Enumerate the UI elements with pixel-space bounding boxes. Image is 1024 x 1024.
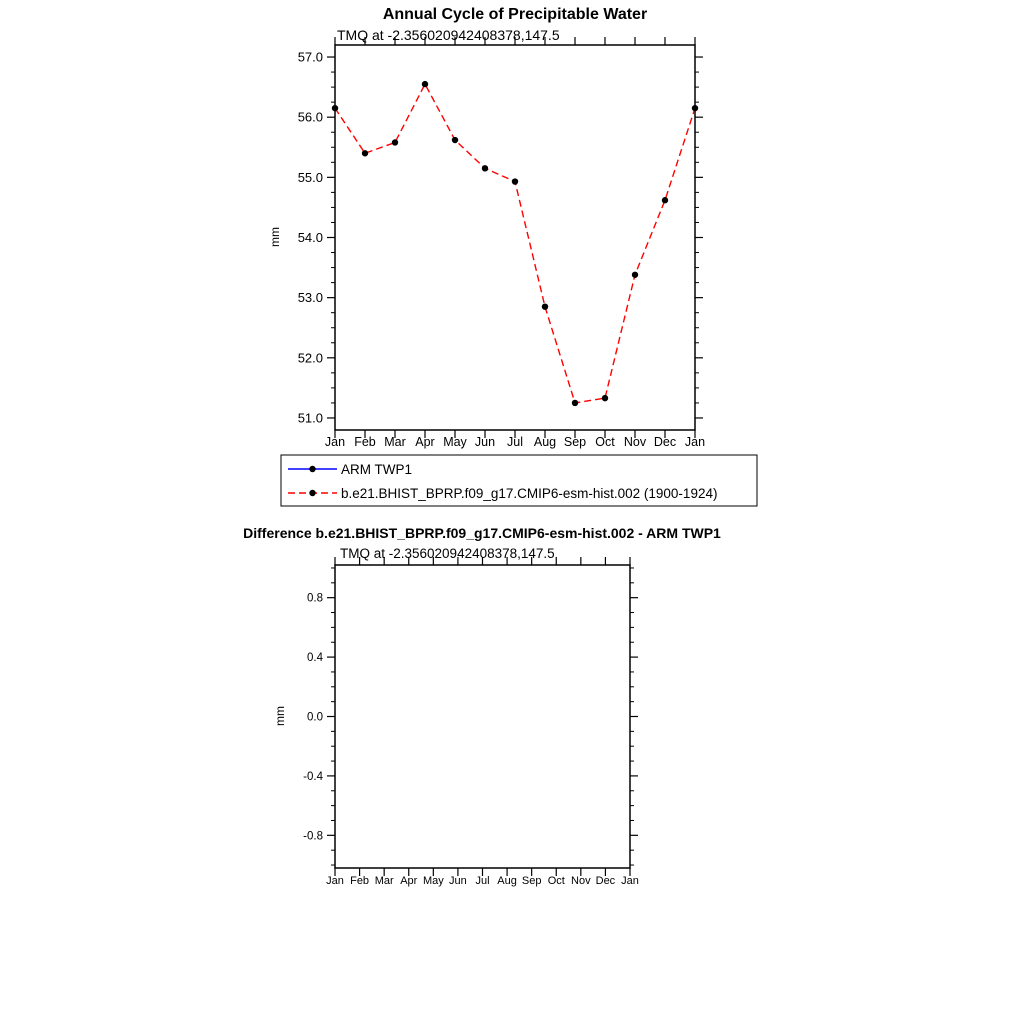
x-tick-label: Apr <box>400 875 418 887</box>
chart1-subtitle: TMQ at -2.356020942408378,147.5 <box>337 27 560 43</box>
y-tick-label: -0.8 <box>303 830 323 843</box>
chart1-plot-area <box>298 37 705 449</box>
data-point-marker <box>392 139 398 145</box>
x-tick-label: Nov <box>623 435 647 449</box>
y-tick-label: 54.0 <box>297 230 323 246</box>
y-tick-label: 0.0 <box>307 711 323 724</box>
data-point-marker <box>632 272 638 278</box>
x-tick-label: Sep <box>563 435 587 449</box>
y-tick-label: 53.0 <box>297 290 323 306</box>
legend-marker <box>309 466 315 472</box>
chart2-ylabel: mm <box>273 706 287 726</box>
x-tick-label: Jun <box>474 435 496 449</box>
data-point-marker <box>572 400 578 406</box>
chart2-subtitle: TMQ at -2.356020942408378,147.5 <box>340 546 555 561</box>
x-tick-label: Jun <box>449 875 467 887</box>
data-point-marker <box>692 105 698 111</box>
y-tick-label: 0.4 <box>307 652 323 665</box>
chart1-title: Annual Cycle of Precipitable Water <box>382 6 648 23</box>
plot-frame <box>335 565 630 868</box>
x-tick-label: Mar <box>374 875 394 887</box>
x-tick-label: Dec <box>653 435 677 449</box>
x-tick-label: Oct <box>547 875 565 887</box>
data-point-marker <box>602 395 608 401</box>
y-tick-label: 51.0 <box>297 410 323 426</box>
x-tick-label: Aug <box>497 875 517 887</box>
y-tick-label: 0.8 <box>307 592 323 605</box>
y-tick-label: -0.4 <box>303 770 323 783</box>
x-tick-label: Sep <box>521 875 542 887</box>
data-point-marker <box>452 137 458 143</box>
chart1-legend <box>281 455 757 506</box>
data-point-marker <box>542 303 548 309</box>
x-tick-label: Mar <box>384 435 406 449</box>
legend-label: b.e21.BHIST_BPRP.f09_g17.CMIP6-esm-hist.002 (1900-1924) <box>341 485 718 501</box>
data-point-marker <box>332 105 338 111</box>
series-line <box>335 84 695 403</box>
x-tick-label: Feb <box>350 875 370 887</box>
chart1-ylabel: mm <box>268 227 282 247</box>
chart2-plot-area <box>303 557 639 887</box>
y-tick-label: 56.0 <box>297 109 323 125</box>
x-tick-label: Feb <box>354 435 376 449</box>
x-tick-label: Dec <box>595 875 616 887</box>
x-tick-label: Apr <box>415 435 435 449</box>
data-point-marker <box>422 81 428 87</box>
x-tick-label: Jul <box>475 875 490 887</box>
x-tick-label: Jan <box>621 875 639 887</box>
plot-frame <box>335 45 695 430</box>
x-tick-label: Jan <box>684 435 706 449</box>
data-point-marker <box>482 165 488 171</box>
chart2-title: Difference b.e21.BHIST_BPRP.f09_g17.CMIP6-esm-hist.002 - ARM TWP1 <box>243 525 721 541</box>
legend-marker <box>309 490 315 496</box>
x-tick-label: Aug <box>533 435 557 449</box>
x-tick-label: May <box>422 875 444 887</box>
x-tick-label: Jan <box>326 875 344 887</box>
y-tick-label: 57.0 <box>297 49 323 65</box>
y-tick-label: 52.0 <box>297 350 323 366</box>
x-tick-label: Jan <box>324 435 346 449</box>
x-tick-label: Jul <box>507 435 523 449</box>
data-point-marker <box>362 150 368 156</box>
legend-label: ARM TWP1 <box>341 461 413 477</box>
data-point-marker <box>512 178 518 184</box>
x-tick-label: May <box>443 435 467 449</box>
data-point-marker <box>662 197 668 203</box>
x-tick-label: Nov <box>571 875 591 887</box>
x-tick-label: Oct <box>595 435 615 449</box>
y-tick-label: 55.0 <box>297 169 323 185</box>
